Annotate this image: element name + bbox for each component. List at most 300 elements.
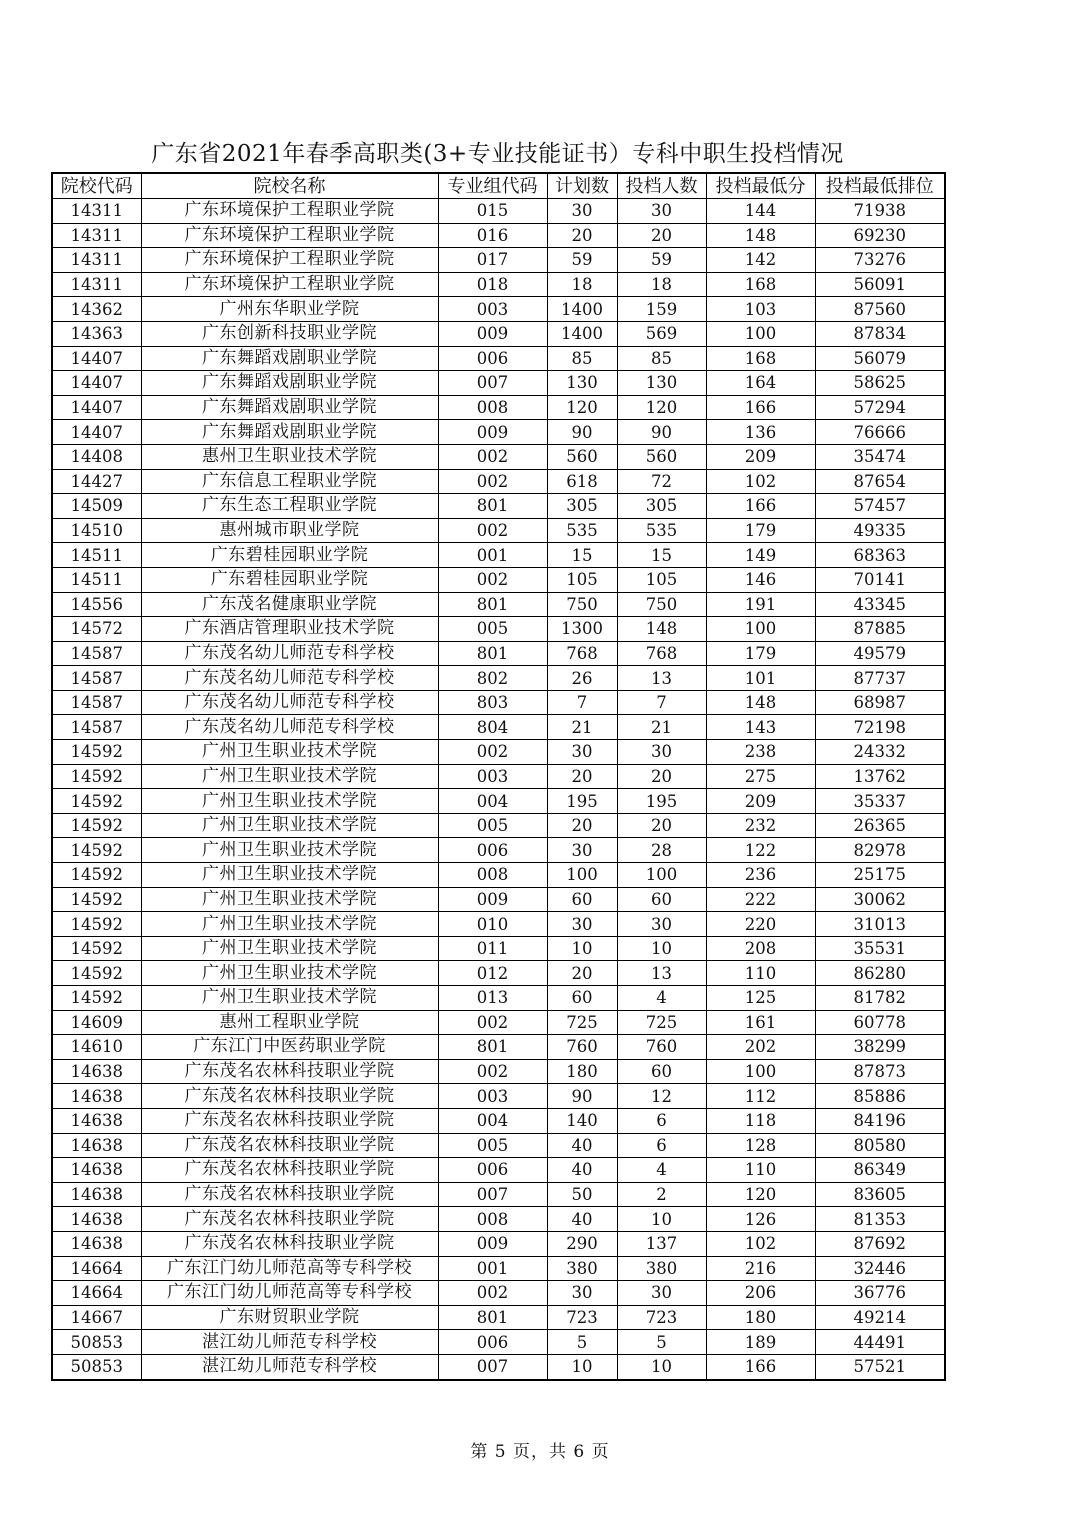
plan-count-cell: 130 — [547, 371, 617, 396]
school-code-cell: 14592 — [52, 813, 141, 838]
group-code-cell: 008 — [438, 863, 547, 888]
school-code-cell: 14609 — [52, 1010, 141, 1035]
group-code-cell: 002 — [438, 469, 547, 494]
min-rank-cell: 58625 — [815, 371, 945, 396]
min-rank-cell: 81353 — [815, 1207, 945, 1232]
school-code-cell: 14407 — [52, 346, 141, 371]
min-rank-cell: 44491 — [815, 1330, 945, 1355]
group-code-cell: 005 — [438, 617, 547, 642]
min-rank-cell: 13762 — [815, 764, 945, 789]
admitted-count-cell: 59 — [617, 248, 706, 273]
admitted-count-cell: 60 — [617, 887, 706, 912]
school-name-cell: 广东茂名农林科技职业学院 — [141, 1207, 438, 1232]
min-score-cell: 238 — [706, 740, 815, 765]
school-name-cell: 广东环境保护工程职业学院 — [141, 223, 438, 248]
plan-count-cell: 60 — [547, 887, 617, 912]
min-score-cell: 146 — [706, 567, 815, 592]
admitted-count-cell: 10 — [617, 1354, 706, 1379]
admitted-count-cell: 560 — [617, 444, 706, 469]
table-row — [52, 592, 945, 617]
school-code-cell: 14407 — [52, 371, 141, 396]
table-row — [52, 666, 945, 691]
group-code-cell: 003 — [438, 764, 547, 789]
min-rank-cell: 57294 — [815, 395, 945, 420]
min-score-cell: 208 — [706, 936, 815, 961]
admitted-count-cell: 85 — [617, 346, 706, 371]
table-row — [52, 1231, 945, 1256]
min-rank-cell: 87834 — [815, 321, 945, 346]
school-name-cell: 广东舞蹈戏剧职业学院 — [141, 395, 438, 420]
group-code-cell: 004 — [438, 789, 547, 814]
min-score-cell: 103 — [706, 297, 815, 322]
table-row — [52, 1084, 945, 1109]
group-code-cell: 006 — [438, 1158, 547, 1183]
table-row — [52, 444, 945, 469]
school-name-cell: 广东舞蹈戏剧职业学院 — [141, 420, 438, 445]
school-name-cell: 广东茂名幼儿师范专科学校 — [141, 715, 438, 740]
school-code-cell: 14638 — [52, 1108, 141, 1133]
admitted-count-cell: 28 — [617, 838, 706, 863]
school-name-cell: 广东创新科技职业学院 — [141, 321, 438, 346]
school-name-cell: 广州卫生职业技术学院 — [141, 912, 438, 937]
admitted-count-cell: 30 — [617, 912, 706, 937]
admitted-count-cell: 195 — [617, 789, 706, 814]
school-name-cell: 广东舞蹈戏剧职业学院 — [141, 346, 438, 371]
plan-count-cell: 723 — [547, 1305, 617, 1330]
min-rank-cell: 81782 — [815, 986, 945, 1011]
table-row — [52, 1059, 945, 1084]
admitted-count-cell: 10 — [617, 936, 706, 961]
min-score-cell: 136 — [706, 420, 815, 445]
min-rank-cell: 86280 — [815, 961, 945, 986]
admitted-count-cell: 535 — [617, 518, 706, 543]
min-score-cell: 120 — [706, 1182, 815, 1207]
school-name-cell: 广东茂名健康职业学院 — [141, 592, 438, 617]
admitted-count-cell: 4 — [617, 1158, 706, 1183]
group-code-cell: 801 — [438, 494, 547, 519]
admitted-count-cell: 30 — [617, 199, 706, 224]
group-code-cell: 002 — [438, 567, 547, 592]
min-rank-cell: 49214 — [815, 1305, 945, 1330]
table-row — [52, 248, 945, 273]
admitted-count-cell: 148 — [617, 617, 706, 642]
min-score-cell: 179 — [706, 518, 815, 543]
school-name-cell: 广东茂名农林科技职业学院 — [141, 1182, 438, 1207]
min-rank-cell: 32446 — [815, 1256, 945, 1281]
min-rank-cell: 43345 — [815, 592, 945, 617]
group-code-cell: 006 — [438, 838, 547, 863]
admitted-count-cell: 768 — [617, 641, 706, 666]
plan-count-cell: 750 — [547, 592, 617, 617]
table-row — [52, 1182, 945, 1207]
min-rank-cell: 57457 — [815, 494, 945, 519]
plan-count-cell: 30 — [547, 199, 617, 224]
group-code-cell: 801 — [438, 592, 547, 617]
group-code-cell: 007 — [438, 1182, 547, 1207]
group-code-cell: 011 — [438, 936, 547, 961]
table-row — [52, 567, 945, 592]
school-name-cell: 广州卫生职业技术学院 — [141, 764, 438, 789]
min-score-cell: 142 — [706, 248, 815, 273]
plan-count-cell: 20 — [547, 223, 617, 248]
table-row — [52, 912, 945, 937]
group-code-cell: 002 — [438, 740, 547, 765]
school-name-cell: 广州卫生职业技术学院 — [141, 863, 438, 888]
min-score-cell: 102 — [706, 1231, 815, 1256]
school-name-cell: 广东茂名农林科技职业学院 — [141, 1108, 438, 1133]
school-name-cell: 广州卫生职业技术学院 — [141, 813, 438, 838]
min-rank-cell: 87885 — [815, 617, 945, 642]
school-name-cell: 广州卫生职业技术学院 — [141, 936, 438, 961]
school-name-cell: 惠州工程职业学院 — [141, 1010, 438, 1035]
plan-count-cell: 26 — [547, 666, 617, 691]
admitted-count-cell: 90 — [617, 420, 706, 445]
min-score-cell: 126 — [706, 1207, 815, 1232]
group-code-cell: 801 — [438, 1305, 547, 1330]
school-code-cell: 14592 — [52, 838, 141, 863]
table-row — [52, 813, 945, 838]
min-rank-cell: 87873 — [815, 1059, 945, 1084]
min-rank-cell: 87737 — [815, 666, 945, 691]
table-row — [52, 469, 945, 494]
min-rank-cell: 60778 — [815, 1010, 945, 1035]
group-code-cell: 004 — [438, 1108, 547, 1133]
plan-count-cell: 725 — [547, 1010, 617, 1035]
admitted-count-cell: 130 — [617, 371, 706, 396]
plan-count-cell: 105 — [547, 567, 617, 592]
plan-count-cell: 20 — [547, 764, 617, 789]
school-name-cell: 广东江门幼儿师范高等专科学校 — [141, 1281, 438, 1306]
min-score-cell: 189 — [706, 1330, 815, 1355]
school-code-cell: 14638 — [52, 1059, 141, 1084]
group-code-cell: 005 — [438, 1133, 547, 1158]
school-name-cell: 惠州卫生职业技术学院 — [141, 444, 438, 469]
table-row — [52, 1158, 945, 1183]
school-name-cell: 湛江幼儿师范专科学校 — [141, 1354, 438, 1379]
min-score-cell: 180 — [706, 1305, 815, 1330]
min-score-cell: 209 — [706, 444, 815, 469]
table-row — [52, 715, 945, 740]
school-name-cell: 广东财贸职业学院 — [141, 1305, 438, 1330]
table-row — [52, 1035, 945, 1060]
plan-count-cell: 1400 — [547, 321, 617, 346]
admitted-count-cell: 2 — [617, 1182, 706, 1207]
table-row — [52, 395, 945, 420]
min-rank-cell: 25175 — [815, 863, 945, 888]
table-row — [52, 961, 945, 986]
table-row — [52, 1281, 945, 1306]
group-code-cell: 008 — [438, 395, 547, 420]
school-code-cell: 14638 — [52, 1084, 141, 1109]
table-row — [52, 1305, 945, 1330]
min-score-cell: 100 — [706, 617, 815, 642]
school-name-cell: 广东茂名农林科技职业学院 — [141, 1231, 438, 1256]
plan-count-cell: 30 — [547, 838, 617, 863]
min-score-cell: 232 — [706, 813, 815, 838]
admitted-count-cell: 723 — [617, 1305, 706, 1330]
school-code-cell: 14592 — [52, 936, 141, 961]
school-name-cell: 广州卫生职业技术学院 — [141, 740, 438, 765]
school-code-cell: 14592 — [52, 764, 141, 789]
min-score-cell: 275 — [706, 764, 815, 789]
plan-count-cell: 21 — [547, 715, 617, 740]
plan-count-cell: 30 — [547, 740, 617, 765]
school-name-cell: 广州卫生职业技术学院 — [141, 838, 438, 863]
min-score-cell: 148 — [706, 690, 815, 715]
min-rank-cell: 71938 — [815, 199, 945, 224]
school-code-cell: 14556 — [52, 592, 141, 617]
min-rank-cell: 87654 — [815, 469, 945, 494]
min-rank-cell: 76666 — [815, 420, 945, 445]
min-score-cell: 101 — [706, 666, 815, 691]
school-name-cell: 广州卫生职业技术学院 — [141, 887, 438, 912]
group-code-cell: 012 — [438, 961, 547, 986]
admitted-count-cell: 7 — [617, 690, 706, 715]
min-score-cell: 102 — [706, 469, 815, 494]
school-code-cell: 14509 — [52, 494, 141, 519]
school-code-cell: 14664 — [52, 1281, 141, 1306]
admitted-count-cell: 15 — [617, 543, 706, 568]
table-row — [52, 789, 945, 814]
school-code-cell: 14592 — [52, 986, 141, 1011]
min-rank-cell: 84196 — [815, 1108, 945, 1133]
school-name-cell: 广东茂名农林科技职业学院 — [141, 1133, 438, 1158]
plan-count-cell: 1400 — [547, 297, 617, 322]
school-name-cell: 广东江门中医药职业学院 — [141, 1035, 438, 1060]
school-name-cell: 广东江门幼儿师范高等专科学校 — [141, 1256, 438, 1281]
min-score-cell: 148 — [706, 223, 815, 248]
plan-count-cell: 60 — [547, 986, 617, 1011]
school-code-cell: 14592 — [52, 789, 141, 814]
group-code-cell: 015 — [438, 199, 547, 224]
admitted-count-cell: 305 — [617, 494, 706, 519]
school-name-cell: 广东茂名幼儿师范专科学校 — [141, 666, 438, 691]
school-code-cell: 14592 — [52, 740, 141, 765]
admitted-count-cell: 750 — [617, 592, 706, 617]
school-name-cell: 广东酒店管理职业技术学院 — [141, 617, 438, 642]
page-title: 广东省2021年春季高职类(3+专业技能证书）专科中职生投档情况 — [151, 141, 844, 167]
admission-table — [51, 172, 946, 1381]
group-code-cell: 018 — [438, 272, 547, 297]
group-code-cell: 017 — [438, 248, 547, 273]
table-row — [52, 518, 945, 543]
min-rank-cell: 73276 — [815, 248, 945, 273]
col-header-min-score: 投档最低分 — [706, 173, 815, 199]
admitted-count-cell: 6 — [617, 1108, 706, 1133]
school-code-cell: 14511 — [52, 567, 141, 592]
min-score-cell: 112 — [706, 1084, 815, 1109]
table-row — [52, 1330, 945, 1355]
table-row — [52, 1354, 945, 1379]
plan-count-cell: 40 — [547, 1207, 617, 1232]
min-score-cell: 236 — [706, 863, 815, 888]
plan-count-cell: 120 — [547, 395, 617, 420]
admitted-count-cell: 13 — [617, 961, 706, 986]
school-code-cell: 14592 — [52, 863, 141, 888]
min-score-cell: 164 — [706, 371, 815, 396]
min-score-cell: 209 — [706, 789, 815, 814]
col-header-plan-count: 计划数 — [547, 173, 617, 199]
school-name-cell: 广州卫生职业技术学院 — [141, 789, 438, 814]
admitted-count-cell: 13 — [617, 666, 706, 691]
col-header-school-name: 院校名称 — [141, 173, 438, 199]
min-score-cell: 202 — [706, 1035, 815, 1060]
min-score-cell: 100 — [706, 1059, 815, 1084]
table-row — [52, 641, 945, 666]
table-row — [52, 1133, 945, 1158]
school-name-cell: 广东碧桂园职业学院 — [141, 567, 438, 592]
group-code-cell: 801 — [438, 1035, 547, 1060]
plan-count-cell: 20 — [547, 813, 617, 838]
group-code-cell: 002 — [438, 1281, 547, 1306]
school-code-cell: 14408 — [52, 444, 141, 469]
school-code-cell: 14592 — [52, 961, 141, 986]
admitted-count-cell: 5 — [617, 1330, 706, 1355]
group-code-cell: 005 — [438, 813, 547, 838]
min-rank-cell: 56079 — [815, 346, 945, 371]
min-score-cell: 122 — [706, 838, 815, 863]
plan-count-cell: 380 — [547, 1256, 617, 1281]
table-row — [52, 199, 945, 224]
school-code-cell: 14587 — [52, 690, 141, 715]
table-row — [52, 321, 945, 346]
school-code-cell: 14510 — [52, 518, 141, 543]
min-score-cell: 179 — [706, 641, 815, 666]
school-code-cell: 14638 — [52, 1207, 141, 1232]
admitted-count-cell: 21 — [617, 715, 706, 740]
min-score-cell: 110 — [706, 1158, 815, 1183]
group-code-cell: 007 — [438, 1354, 547, 1379]
table-row — [52, 838, 945, 863]
min-rank-cell: 72198 — [815, 715, 945, 740]
table-row — [52, 887, 945, 912]
table-row — [52, 223, 945, 248]
group-code-cell: 803 — [438, 690, 547, 715]
group-code-cell: 002 — [438, 1010, 547, 1035]
table-row — [52, 936, 945, 961]
group-code-cell: 009 — [438, 1231, 547, 1256]
admitted-count-cell: 6 — [617, 1133, 706, 1158]
group-code-cell: 802 — [438, 666, 547, 691]
school-name-cell: 惠州城市职业学院 — [141, 518, 438, 543]
admitted-count-cell: 60 — [617, 1059, 706, 1084]
min-score-cell: 216 — [706, 1256, 815, 1281]
admitted-count-cell: 20 — [617, 764, 706, 789]
group-code-cell: 010 — [438, 912, 547, 937]
school-code-cell: 14638 — [52, 1158, 141, 1183]
group-code-cell: 003 — [438, 297, 547, 322]
school-name-cell: 广东茂名幼儿师范专科学校 — [141, 690, 438, 715]
min-rank-cell: 68987 — [815, 690, 945, 715]
school-name-cell: 广东生态工程职业学院 — [141, 494, 438, 519]
page-footer: 第 5 页，共 6 页 — [470, 1442, 610, 1462]
plan-count-cell: 560 — [547, 444, 617, 469]
min-score-cell: 143 — [706, 715, 815, 740]
min-rank-cell: 85886 — [815, 1084, 945, 1109]
group-code-cell: 009 — [438, 887, 547, 912]
admitted-count-cell: 380 — [617, 1256, 706, 1281]
table-row — [52, 764, 945, 789]
min-score-cell: 191 — [706, 592, 815, 617]
min-rank-cell: 35474 — [815, 444, 945, 469]
plan-count-cell: 290 — [547, 1231, 617, 1256]
col-header-admitted-count: 投档人数 — [617, 173, 706, 199]
min-score-cell: 222 — [706, 887, 815, 912]
plan-count-cell: 1300 — [547, 617, 617, 642]
admitted-count-cell: 20 — [617, 813, 706, 838]
min-rank-cell: 49579 — [815, 641, 945, 666]
school-name-cell: 广东茂名农林科技职业学院 — [141, 1059, 438, 1084]
admitted-count-cell: 10 — [617, 1207, 706, 1232]
school-code-cell: 14311 — [52, 248, 141, 273]
plan-count-cell: 7 — [547, 690, 617, 715]
school-code-cell: 14407 — [52, 395, 141, 420]
school-name-cell: 广东茂名农林科技职业学院 — [141, 1084, 438, 1109]
table-row — [52, 690, 945, 715]
table-body — [52, 199, 945, 1380]
table-row — [52, 272, 945, 297]
group-code-cell: 001 — [438, 543, 547, 568]
min-rank-cell: 86349 — [815, 1158, 945, 1183]
min-score-cell: 125 — [706, 986, 815, 1011]
admitted-count-cell: 30 — [617, 740, 706, 765]
min-score-cell: 166 — [706, 1354, 815, 1379]
plan-count-cell: 50 — [547, 1182, 617, 1207]
min-score-cell: 166 — [706, 494, 815, 519]
admitted-count-cell: 72 — [617, 469, 706, 494]
group-code-cell: 007 — [438, 371, 547, 396]
school-name-cell: 广州东华职业学院 — [141, 297, 438, 322]
table-row — [52, 420, 945, 445]
min-rank-cell: 87560 — [815, 297, 945, 322]
school-code-cell: 14592 — [52, 912, 141, 937]
school-code-cell: 14587 — [52, 641, 141, 666]
min-score-cell: 168 — [706, 272, 815, 297]
min-rank-cell: 36776 — [815, 1281, 945, 1306]
group-code-cell: 804 — [438, 715, 547, 740]
min-rank-cell: 35531 — [815, 936, 945, 961]
plan-count-cell: 10 — [547, 1354, 617, 1379]
col-header-group-code: 专业组代码 — [438, 173, 547, 199]
group-code-cell: 001 — [438, 1256, 547, 1281]
school-name-cell: 广州卫生职业技术学院 — [141, 986, 438, 1011]
table-row — [52, 1010, 945, 1035]
table-row — [52, 740, 945, 765]
school-code-cell: 50853 — [52, 1354, 141, 1379]
table-row — [52, 297, 945, 322]
min-rank-cell: 83605 — [815, 1182, 945, 1207]
school-name-cell: 广东环境保护工程职业学院 — [141, 272, 438, 297]
admitted-count-cell: 159 — [617, 297, 706, 322]
table-row — [52, 371, 945, 396]
school-name-cell: 广东环境保护工程职业学院 — [141, 248, 438, 273]
plan-count-cell: 140 — [547, 1108, 617, 1133]
plan-count-cell: 59 — [547, 248, 617, 273]
min-rank-cell: 31013 — [815, 912, 945, 937]
school-name-cell: 广州卫生职业技术学院 — [141, 961, 438, 986]
min-rank-cell: 69230 — [815, 223, 945, 248]
admitted-count-cell: 12 — [617, 1084, 706, 1109]
school-code-cell: 14638 — [52, 1133, 141, 1158]
min-rank-cell: 56091 — [815, 272, 945, 297]
min-score-cell: 144 — [706, 199, 815, 224]
min-score-cell: 168 — [706, 346, 815, 371]
min-score-cell: 110 — [706, 961, 815, 986]
admitted-count-cell: 725 — [617, 1010, 706, 1035]
school-code-cell: 14311 — [52, 272, 141, 297]
group-code-cell: 013 — [438, 986, 547, 1011]
admitted-count-cell: 4 — [617, 986, 706, 1011]
